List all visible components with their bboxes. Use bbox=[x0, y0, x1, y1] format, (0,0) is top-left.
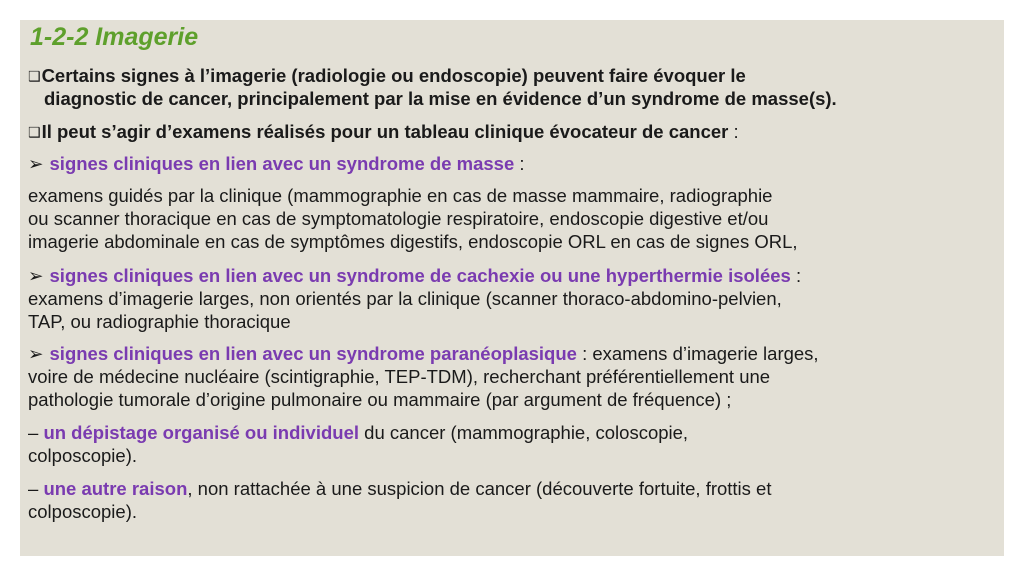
item-5-line-1: colposcopie). bbox=[28, 501, 138, 522]
paragraph-1-line-1: ❑Certains signes à l’imagerie (radiologie ou endoscopie) peuvent faire évoquer le bbox=[28, 65, 746, 86]
item-2-heading: ➢ signes cliniques en lien avec un syndrome de cachexie ou une hyperthermie isolées : bbox=[28, 265, 802, 286]
item-3-heading: ➢ signes cliniques en lien avec un syndrome paranéoplasique : examens d’imagerie larges, bbox=[28, 343, 819, 364]
item-5-heading: – une autre raison, non rattachée à une suspicion de cancer (découverte fortuite, frottis et bbox=[28, 478, 772, 499]
item-3-line-1: voire de médecine nucléaire (scintigraphie, TEP-TDM), recherchant préférentiellement une bbox=[28, 366, 771, 387]
paragraph-2: ❑Il peut s’agir d’examens réalisés pour un tableau clinique évocateur de cancer : bbox=[28, 121, 739, 142]
arrow-bullet-icon: ➢ bbox=[28, 265, 44, 286]
item-2-line-2: TAP, ou radiographie thoracique bbox=[28, 311, 291, 332]
item-1-line-1: examens guidés par la clinique (mammographie en cas de masse mammaire, radiographie bbox=[28, 185, 773, 206]
arrow-bullet-icon: ➢ bbox=[28, 153, 44, 174]
item-1-line-3: imagerie abdominale en cas de symptômes digestifs, endoscopie ORL en cas de signes ORL, bbox=[28, 231, 798, 252]
item-4-heading: – un dépistage organisé ou individuel du cancer (mammographie, coloscopie, bbox=[28, 422, 689, 443]
slide-title: 1-2-2 Imagerie bbox=[30, 23, 199, 51]
item-4-line-1: colposcopie). bbox=[28, 445, 138, 466]
item-1-line-2: ou scanner thoracique en cas de symptomatologie respiratoire, endoscopie digestive et/ou bbox=[28, 208, 769, 229]
item-1-heading: ➢ signes cliniques en lien avec un syndrome de masse : bbox=[28, 153, 525, 174]
item-2-line-1: examens d’imagerie larges, non orientés par la clinique (scanner thoraco-abdomino-pelvien, bbox=[28, 288, 782, 309]
item-3-line-2: pathologie tumorale d’origine pulmonaire ou mammaire (par argument de fréquence) ; bbox=[28, 389, 732, 410]
checkbox-bullet-icon: ❑ bbox=[28, 124, 41, 140]
checkbox-bullet-icon: ❑ bbox=[28, 68, 41, 84]
slide bbox=[20, 20, 1004, 556]
arrow-bullet-icon: ➢ bbox=[28, 343, 44, 364]
paragraph-1-line-2: diagnostic de cancer, principalement par la mise en évidence d’un syndrome de masse(s). bbox=[44, 88, 837, 109]
